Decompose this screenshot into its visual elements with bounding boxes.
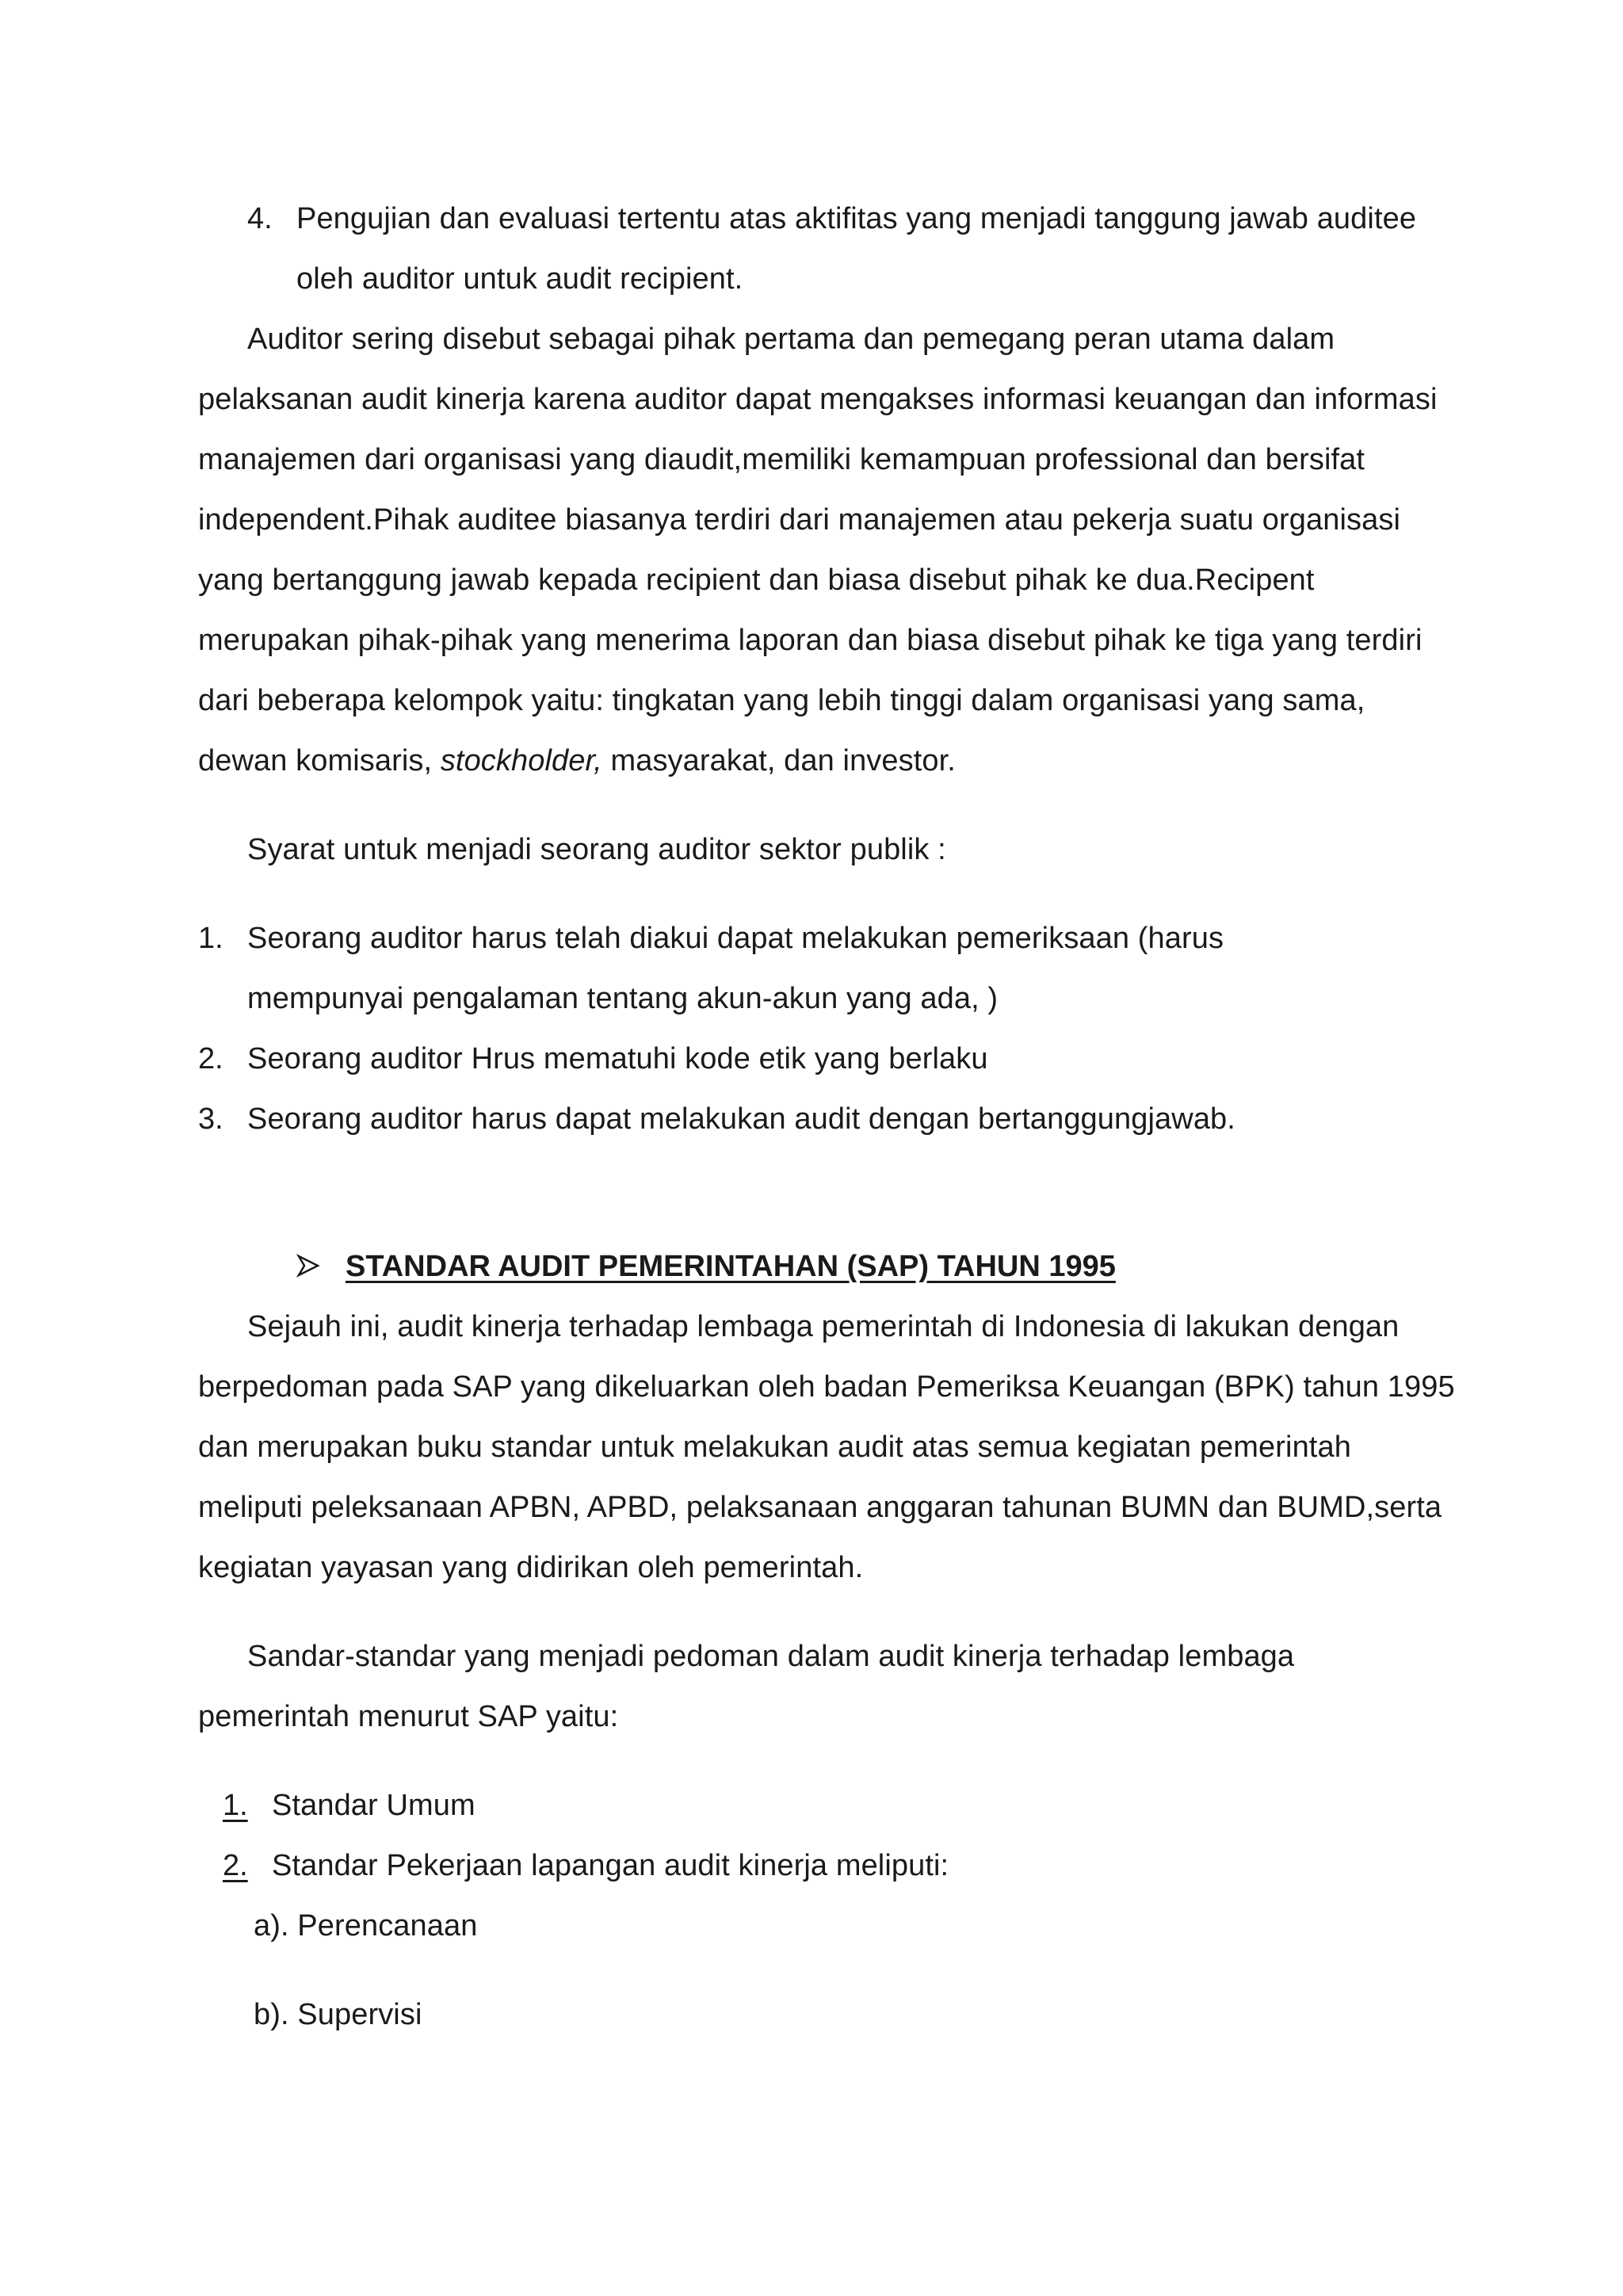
- paragraph-line: meliputi peleksanaan APBN, APBD, pelaksanaan anggaran tahunan BUMN dan BUMD,serta: [198, 1491, 1442, 1524]
- text-segment: dewan komisaris,: [198, 744, 441, 777]
- paragraph-line: manajemen dari organisasi yang diaudit,memiliki kemampuan professional dan bersifat: [198, 443, 1365, 476]
- list-item-text: oleh auditor untuk audit recipient.: [296, 262, 743, 296]
- paragraph-line: independent.Pihak auditee biasanya terdiri dari manajemen atau pekerja suatu organisasi: [198, 503, 1401, 537]
- paragraph-line: Auditor sering disebut sebagai pihak pertama dan pemegang peran utama dalam: [247, 323, 1335, 356]
- list-item-text: Seorang auditor harus dapat melakukan audit dengan bertanggungjawab.: [247, 1102, 1235, 1136]
- paragraph-line: Sejauh ini, audit kinerja terhadap lembaga pemerintah di Indonesia di lakukan dengan: [247, 1310, 1400, 1343]
- list-number: 2.: [198, 1042, 223, 1075]
- list-number: 3.: [198, 1102, 223, 1136]
- list-number: 1.: [198, 922, 223, 955]
- paragraph-line: Syarat untuk menjadi seorang auditor sektor publik :: [247, 833, 946, 866]
- list-item-text: Seorang auditor Hrus mematuhi kode etik yang berlaku: [247, 1042, 988, 1075]
- paragraph-line: pemerintah menurut SAP yaitu:: [198, 1700, 619, 1733]
- sub-list-item: b). Supervisi: [254, 1998, 422, 2031]
- paragraph-line: dan merupakan buku standar untuk melakukan audit atas semua kegiatan pemerintah: [198, 1431, 1351, 1464]
- list-number: 2.: [223, 1849, 248, 1882]
- paragraph-line: merupakan pihak-pihak yang menerima laporan dan biasa disebut pihak ke tiga yang terdiri: [198, 624, 1423, 657]
- paragraph-line: pelaksanan audit kinerja karena auditor dapat mengakses informasi keuangan dan informasi: [198, 383, 1438, 416]
- list-item-text: mempunyai pengalaman tentang akun-akun yang ada, ): [247, 982, 999, 1015]
- sub-list-item: a). Perencanaan: [254, 1909, 478, 1943]
- list-item-text: Seorang auditor harus telah diakui dapat melakukan pemeriksaan (harus: [247, 922, 1224, 955]
- text-segment: masyarakat, dan investor.: [601, 744, 956, 777]
- paragraph-line: kegiatan yayasan yang didirikan oleh pemerintah.: [198, 1551, 864, 1584]
- section-heading: STANDAR AUDIT PEMERINTAHAN (SAP) TAHUN 1995: [346, 1250, 1116, 1283]
- paragraph-line: dari beberapa kelompok yaitu: tingkatan yang lebih tinggi dalam organisasi yang sama,: [198, 684, 1365, 717]
- paragraph-line: [198, 742, 956, 780]
- italic-text: stockholder,: [440, 744, 602, 777]
- list-item-text: Standar Pekerjaan lapangan audit kinerja meliputi:: [272, 1849, 949, 1882]
- list-item-text: Pengujian dan evaluasi tertentu atas aktifitas yang menjadi tanggung jawab auditee: [296, 202, 1417, 235]
- arrow-bullet-icon: [296, 1254, 320, 1278]
- paragraph-line: berpedoman pada SAP yang dikeluarkan oleh badan Pemeriksa Keuangan (BPK) tahun 1995: [198, 1370, 1455, 1404]
- paragraph-line: Sandar-standar yang menjadi pedoman dalam audit kinerja terhadap lembaga: [247, 1640, 1295, 1673]
- list-number: 1.: [223, 1789, 248, 1822]
- list-number: 4.: [247, 202, 273, 235]
- paragraph-line: yang bertanggung jawab kepada recipient dan biasa disebut pihak ke dua.Recipent: [198, 563, 1315, 597]
- list-item-text: Standar Umum: [272, 1789, 475, 1822]
